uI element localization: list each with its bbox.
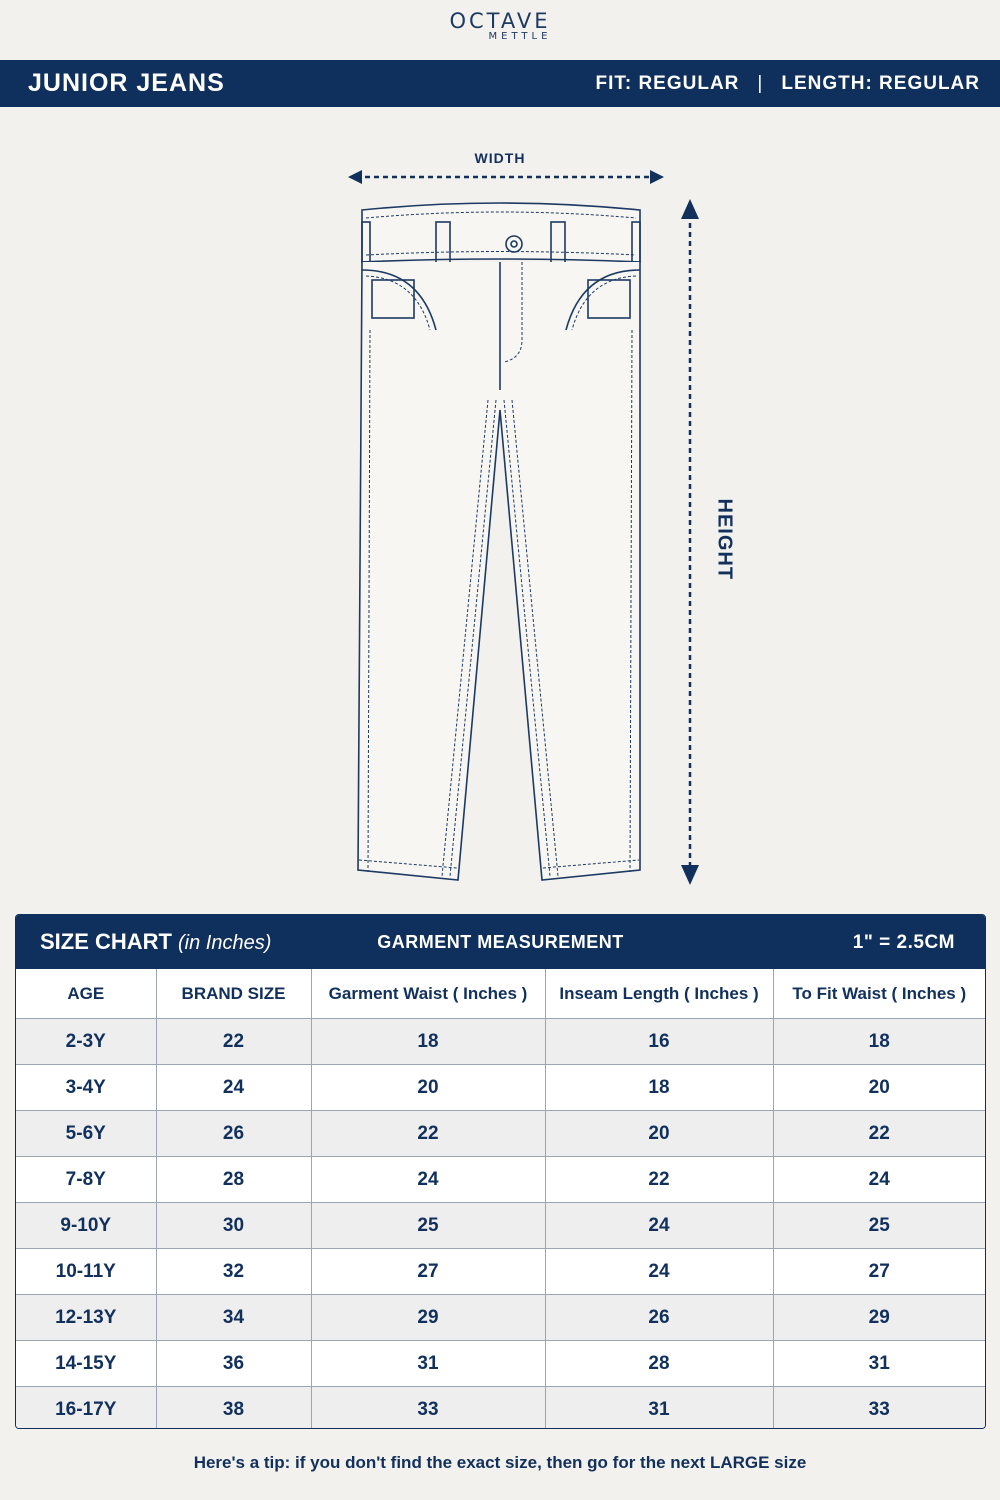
size-chart-title-text: SIZE CHART (40, 929, 172, 954)
table-cell: 28 (156, 1157, 311, 1203)
table-cell: 24 (773, 1157, 985, 1203)
table-cell: 33 (773, 1387, 985, 1430)
column-header: Inseam Length ( Inches ) (545, 969, 773, 1019)
brand-subname: METTLE (488, 31, 552, 42)
width-label: WIDTH (474, 150, 526, 166)
table-cell: 2-3Y (16, 1019, 156, 1065)
table-row (16, 1065, 985, 1111)
separator: | (757, 72, 764, 94)
size-tip: Here's a tip: if you don't find the exact size, then go for the next LARGE size (193, 1453, 807, 1472)
jeans-diagram (0, 140, 1000, 900)
width-arrow (348, 170, 664, 184)
table-row (16, 1249, 985, 1295)
table-cell: 38 (156, 1387, 311, 1430)
table-cell: 30 (156, 1203, 311, 1249)
size-chart (15, 914, 986, 1429)
table-row (16, 1387, 985, 1430)
table-cell: 25 (311, 1203, 545, 1249)
table-cell: 20 (773, 1065, 985, 1111)
table-cell: 16 (545, 1019, 773, 1065)
table-cell: 31 (311, 1341, 545, 1387)
table-cell: 16-17Y (16, 1387, 156, 1430)
length-label: LENGTH: REGULAR (781, 72, 980, 94)
table-row (16, 1295, 985, 1341)
table-row (16, 1203, 985, 1249)
table-cell: 3-4Y (16, 1065, 156, 1111)
column-header: AGE (16, 969, 156, 1019)
table-cell: 36 (156, 1341, 311, 1387)
table-cell: 20 (311, 1065, 545, 1111)
table-cell: 14-15Y (16, 1341, 156, 1387)
table-cell: 32 (156, 1249, 311, 1295)
table-cell: 26 (156, 1111, 311, 1157)
title-bar (0, 60, 1000, 107)
brand-name: OCTAVE (449, 9, 551, 33)
table-row (16, 1157, 985, 1203)
table-cell: 5-6Y (16, 1111, 156, 1157)
table-cell: 22 (545, 1157, 773, 1203)
table-cell: 29 (773, 1295, 985, 1341)
table-cell: 10-11Y (16, 1249, 156, 1295)
fit-label: FIT: REGULAR (595, 72, 740, 94)
table-cell: 18 (311, 1019, 545, 1065)
table-cell: 24 (311, 1157, 545, 1203)
table-header-row (16, 969, 985, 1019)
table-cell: 28 (545, 1341, 773, 1387)
table-row (16, 1341, 985, 1387)
product-title: JUNIOR JEANS (28, 69, 225, 97)
jeans-outline (358, 203, 640, 880)
table-cell: 24 (545, 1203, 773, 1249)
height-arrow (681, 199, 699, 885)
table-cell: 18 (773, 1019, 985, 1065)
column-header: BRAND SIZE (156, 969, 311, 1019)
table-cell: 9-10Y (16, 1203, 156, 1249)
conversion-label: 1" = 2.5CM (852, 932, 955, 953)
table-cell: 24 (545, 1249, 773, 1295)
table-cell: 25 (773, 1203, 985, 1249)
size-chart-header (16, 915, 985, 969)
size-chart-unit: (in Inches) (178, 932, 272, 954)
table-row (16, 1111, 985, 1157)
table-cell: 7-8Y (16, 1157, 156, 1203)
fit-length-info (595, 73, 980, 95)
table-cell: 27 (773, 1249, 985, 1295)
table-cell: 31 (773, 1341, 985, 1387)
garment-measurement-label: GARMENT MEASUREMENT (377, 932, 624, 952)
table-cell: 26 (545, 1295, 773, 1341)
table-cell: 20 (545, 1111, 773, 1157)
height-label: HEIGHT (713, 498, 736, 581)
table-row (16, 1019, 985, 1065)
table-cell: 18 (545, 1065, 773, 1111)
table-cell: 31 (545, 1387, 773, 1430)
table-cell: 33 (311, 1387, 545, 1430)
table-cell: 22 (156, 1019, 311, 1065)
table-cell: 24 (156, 1065, 311, 1111)
table-cell: 22 (311, 1111, 545, 1157)
brand-logo (0, 10, 1000, 42)
size-table (16, 969, 985, 1429)
table-cell: 12-13Y (16, 1295, 156, 1341)
table-cell: 34 (156, 1295, 311, 1341)
table-cell: 29 (311, 1295, 545, 1341)
column-header: To Fit Waist ( Inches ) (773, 969, 985, 1019)
table-cell: 27 (311, 1249, 545, 1295)
column-header: Garment Waist ( Inches ) (311, 969, 545, 1019)
table-cell: 22 (773, 1111, 985, 1157)
